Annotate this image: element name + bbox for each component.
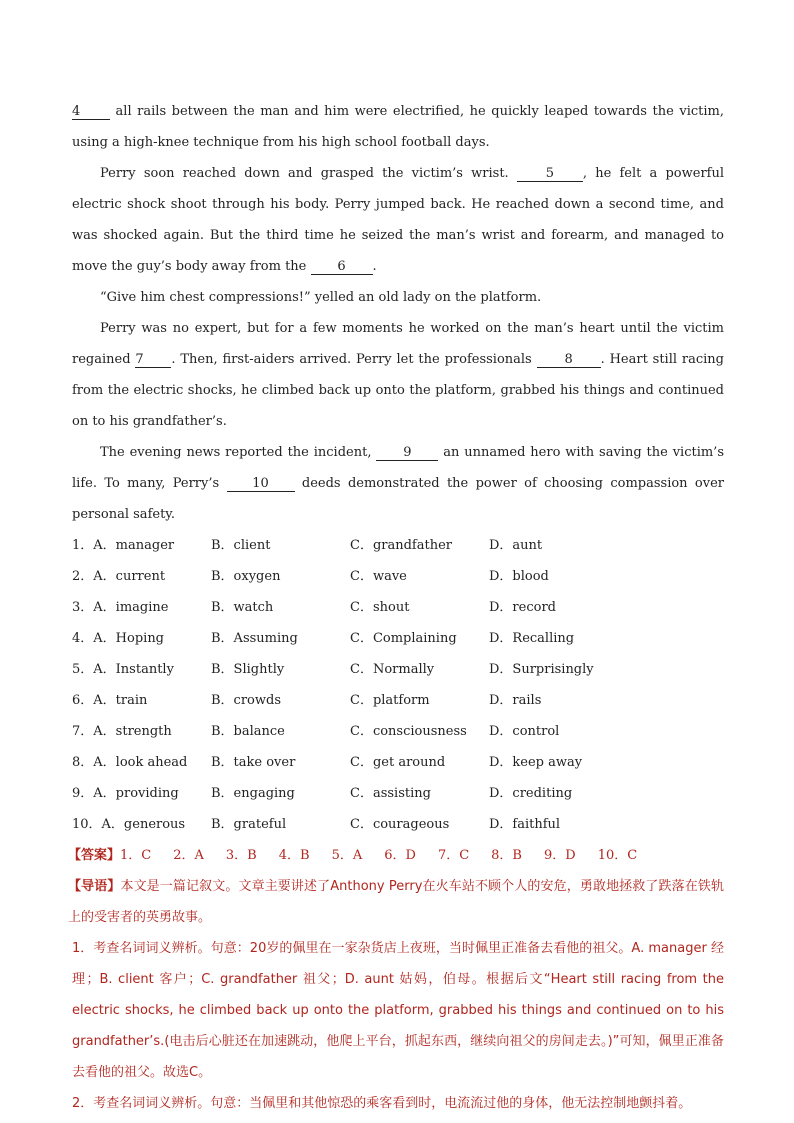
- answer-item: 8．B: [491, 848, 522, 863]
- question-number: 6．: [72, 693, 94, 708]
- option-a: [72, 685, 211, 716]
- option-row-8: [72, 747, 724, 778]
- option-d: D．aunt: [489, 538, 543, 553]
- question-number: 7．: [72, 724, 94, 739]
- option-text: A．providing: [93, 786, 179, 801]
- option-b: B．watch: [211, 600, 274, 615]
- option-row-6: [72, 685, 724, 716]
- paragraph-text: The evening news reported the incident,: [100, 445, 377, 460]
- option-text: A．imagine: [93, 600, 169, 615]
- passage-paragraph-4: [72, 313, 724, 437]
- blank-7: 7: [135, 352, 171, 368]
- option-d: D．record: [489, 600, 556, 615]
- option-c: C．courageous: [350, 817, 450, 832]
- blank-10: 10: [227, 476, 295, 492]
- option-b: B．balance: [211, 724, 285, 739]
- question-number: 5．: [72, 662, 94, 677]
- option-a: [72, 561, 211, 592]
- option-a: [72, 778, 211, 809]
- option-d: D．faithful: [489, 817, 561, 832]
- paragraph-text: Perry was no expert, but for a few moments he worked on the man’s heart until the victim regained: [72, 321, 724, 367]
- blank-8: 8: [537, 352, 601, 368]
- option-a: [72, 530, 211, 561]
- option-text: A．generous: [101, 817, 186, 832]
- option-d: D．Surprisingly: [489, 662, 594, 677]
- answer-item: 3．B: [225, 848, 257, 863]
- option-c: C．wave: [350, 569, 407, 584]
- option-b: B．oxygen: [211, 569, 281, 584]
- paragraph-text: . Heart still racing from the electric shocks, he climbed back up onto the platform, grabbed his things and continued on to his grandfather’s.: [72, 352, 724, 429]
- passage-paragraph-3: “Give him chest compressions!” yelled an old lady on the platform.: [100, 290, 542, 305]
- option-d: D．blood: [489, 569, 549, 584]
- option-b: B．grateful: [211, 817, 287, 832]
- option-text: A．look ahead: [93, 755, 188, 770]
- option-d: D．rails: [489, 693, 542, 708]
- guide-text: 本文是一篇记叙文。文章主要讲述了Anthony Perry在火车站不顾个人的安危，勇敢地拯救了跌落在铁轨上的受害者的英勇故事。: [68, 879, 724, 925]
- answer-item: 4．B: [278, 848, 310, 863]
- option-b: B．crowds: [211, 693, 281, 708]
- option-d: D．keep away: [489, 755, 583, 770]
- option-c: C．Normally: [350, 662, 435, 677]
- option-text: A．strength: [93, 724, 172, 739]
- answer-item: 5．A: [331, 848, 363, 863]
- answer-item: 7．C: [437, 848, 470, 863]
- option-a: [72, 592, 211, 623]
- answer-label: 【答案】: [68, 848, 121, 863]
- blank-6: 6: [311, 259, 373, 275]
- paragraph-text: . Then, first-aiders arrived. Perry let the professionals: [171, 352, 537, 367]
- option-row-10: [72, 809, 724, 840]
- option-c: C．Complaining: [350, 631, 457, 646]
- option-d: D．crediting: [489, 786, 573, 801]
- passage-paragraph-5: [72, 437, 724, 530]
- option-c: C．assisting: [350, 786, 431, 801]
- paragraph-text: Perry soon reached down and grasped the victim’s wrist.: [100, 166, 517, 181]
- option-text: A．current: [93, 569, 166, 584]
- option-d: D．control: [489, 724, 560, 739]
- paragraph-text: an unnamed hero with saving the victim’s life. To many, Perry’s: [72, 445, 724, 491]
- answer-key: [68, 840, 724, 871]
- option-b: B．take over: [211, 755, 296, 770]
- options-list: [72, 530, 724, 840]
- question-number: 1．: [72, 538, 94, 553]
- option-text: A．train: [93, 693, 148, 708]
- option-b: B．Assuming: [211, 631, 298, 646]
- question-number: 10．: [72, 817, 102, 832]
- question-number: 8．: [72, 755, 94, 770]
- option-c: C．grandfather: [350, 538, 452, 553]
- paragraph-text: deeds demonstrated the power of choosing compassion over personal safety.: [72, 476, 724, 522]
- paragraph-text: all rails between the man and him were electrified, he quickly leaped towards the victim, using a high-knee technique from his high school football days.: [72, 104, 724, 150]
- question-number: 3．: [72, 600, 94, 615]
- option-text: A．Hoping: [93, 631, 165, 646]
- option-a: [72, 654, 211, 685]
- answer-item: 10．C: [597, 848, 638, 863]
- option-c: C．consciousness: [350, 724, 467, 739]
- guide-label: 【导语】: [68, 879, 121, 894]
- option-b: B．Slightly: [211, 662, 285, 677]
- explanation-1: 1．考查名词词义辨析。句意：20岁的佩里在一家杂货店上夜班，当时佩里正准备去看他的祖父。A. manager 经理；B. client 客户；C. grandfather 祖父；D. aunt 姑妈，伯母。根据后文“Heart still racing from the electric shocks, he climbed back up onto the platform, grabbed his things and continued on to his grandfather’s.(电击后心脏还在加速跳动，他爬上平台，抓起东西，继续向祖父的房间走去。)”可知，佩里正准备去看他的祖父。故选C。: [72, 941, 724, 1080]
- option-a: [72, 809, 211, 840]
- explanation-2: 2．考查名词词义辨析。句意：当佩里和其他惊恐的乘客看到时，电流流过他的身体，他无法控制地颤抖着。: [72, 1096, 692, 1111]
- paragraph-text: .: [372, 259, 377, 274]
- option-row-5: [72, 654, 724, 685]
- passage-paragraph-2: [72, 158, 724, 282]
- question-number: 4．: [72, 631, 94, 646]
- option-text: A．Instantly: [93, 662, 174, 677]
- option-d: D．Recalling: [489, 631, 575, 646]
- option-a: [72, 747, 211, 778]
- answer-item: 9．D: [543, 848, 576, 863]
- option-row-7: [72, 716, 724, 747]
- option-c: C．platform: [350, 693, 430, 708]
- option-c: C．shout: [350, 600, 410, 615]
- passage-paragraph-1: [72, 96, 724, 158]
- option-row-1: [72, 530, 724, 561]
- option-a: [72, 623, 211, 654]
- question-number: 2．: [72, 569, 94, 584]
- option-text: A．manager: [93, 538, 175, 553]
- document-page: [68, 96, 724, 1119]
- answer-item: 2．A: [173, 848, 204, 863]
- question-number: 9．: [72, 786, 94, 801]
- answer-item: 1．C: [120, 848, 152, 863]
- option-c: C．get around: [350, 755, 446, 770]
- blank-9: 9: [376, 445, 438, 461]
- blank-4: 4: [72, 104, 110, 120]
- option-a: [72, 716, 211, 747]
- guide-paragraph: [68, 871, 724, 933]
- option-b: B．client: [211, 538, 271, 553]
- paragraph-text: , he felt a powerful electric shock shoot through his body. Perry jumped back. He reached down a second time, and was shocked again. But the third time he seized the man’s wrist and forearm, and managed to move the guy’s body away from the: [72, 166, 724, 274]
- option-row-9: [72, 778, 724, 809]
- answer-item: 6．D: [384, 848, 416, 863]
- option-row-2: [72, 561, 724, 592]
- option-row-3: [72, 592, 724, 623]
- option-b: B．engaging: [211, 786, 295, 801]
- blank-5: 5: [517, 166, 583, 182]
- option-row-4: [72, 623, 724, 654]
